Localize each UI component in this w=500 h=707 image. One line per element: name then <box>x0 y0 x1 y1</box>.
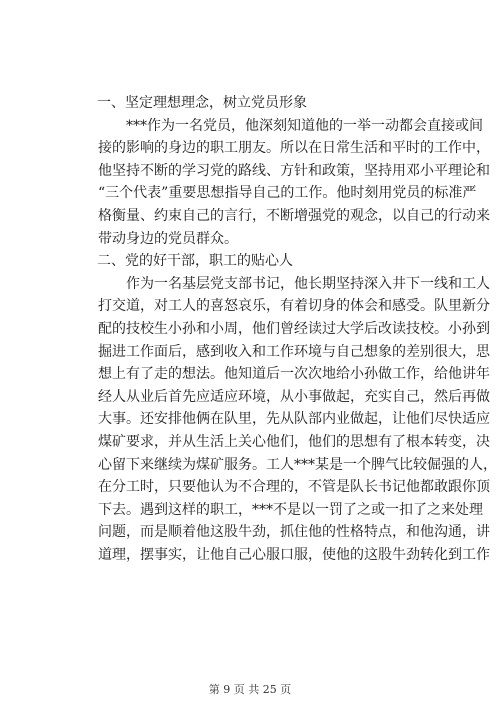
section-heading-2: 二、党的好干部，职工的贴心人 <box>97 253 293 270</box>
text-line: 道理，摆事实，让他自己心服口服，使他的这股牛劲转化到工作 <box>98 546 490 563</box>
text-line: ***作为一名党员，他深刻知道他的一举一动都会直接或间 <box>126 117 483 134</box>
text-line: 想上有了走的想法。他知道后一次次地给小孙做工作，给他讲年 <box>98 366 490 383</box>
text-line: 掘进工作面后，感到收入和工作环境与自己想象的差别很大，思 <box>98 343 490 360</box>
text-line: 问题，而是顺着他这股牛劲，抓住他的性格特点，和他沟通，讲 <box>98 524 490 541</box>
text-line: 在分工时，只要他认为不合理的，不管是队长书记他都敢跟你顶 <box>98 479 490 496</box>
text-line: 带动身边的党员群众。 <box>98 230 238 247</box>
text-line: 大事。还安排他俩在队里，先从队部内业做起，让他们尽快适应 <box>98 411 490 428</box>
text-line: 配的技校生小孙和小周，他们曾经读过大学后改读技校。小孙到 <box>98 320 490 337</box>
text-line: 心留下来继续为煤矿服务。工人***某是一个脾气比较倔强的人， <box>98 456 497 473</box>
text-line: 经人从业后首先应适应环境，从小事做起，充实自己，然后再做 <box>98 388 490 405</box>
section-2-paragraph <box>70 273 497 567</box>
document-body <box>70 92 497 566</box>
text-line: 接的影响的身边的职工朋友。所以在日常生活和平时的工作中， <box>98 140 490 157</box>
text-line: 作为一名基层党支部书记，他长期坚持深入井下一线和工人 <box>126 275 490 292</box>
text-line: 他坚持不断的学习党的路线、方针和政策，坚持用邓小平理论和 <box>98 162 490 179</box>
text-line: “三个代表”重要思想指导自己的工作。他时刻用党员的标准严 <box>98 185 477 202</box>
section-1-paragraph <box>70 115 490 251</box>
text-line: 煤矿要求，并从生活上关心他们，他们的思想有了根本转变，决 <box>98 433 490 450</box>
page-number-footer: 第 9 页 共 25 页 <box>208 683 292 696</box>
text-line: 格衡量、约束自己的言行，不断增强党的观念，以自己的行动来 <box>98 207 490 224</box>
text-line: 打交道，对工人的喜怒哀乐，有着切身的体会和感受。队里新分 <box>98 298 490 315</box>
text-line: 下去。遇到这样的职工，***不是以一罚了之或一扣了之来处理 <box>98 501 483 518</box>
section-heading-1: 一、坚定理想理念，树立党员形象 <box>97 95 307 111</box>
